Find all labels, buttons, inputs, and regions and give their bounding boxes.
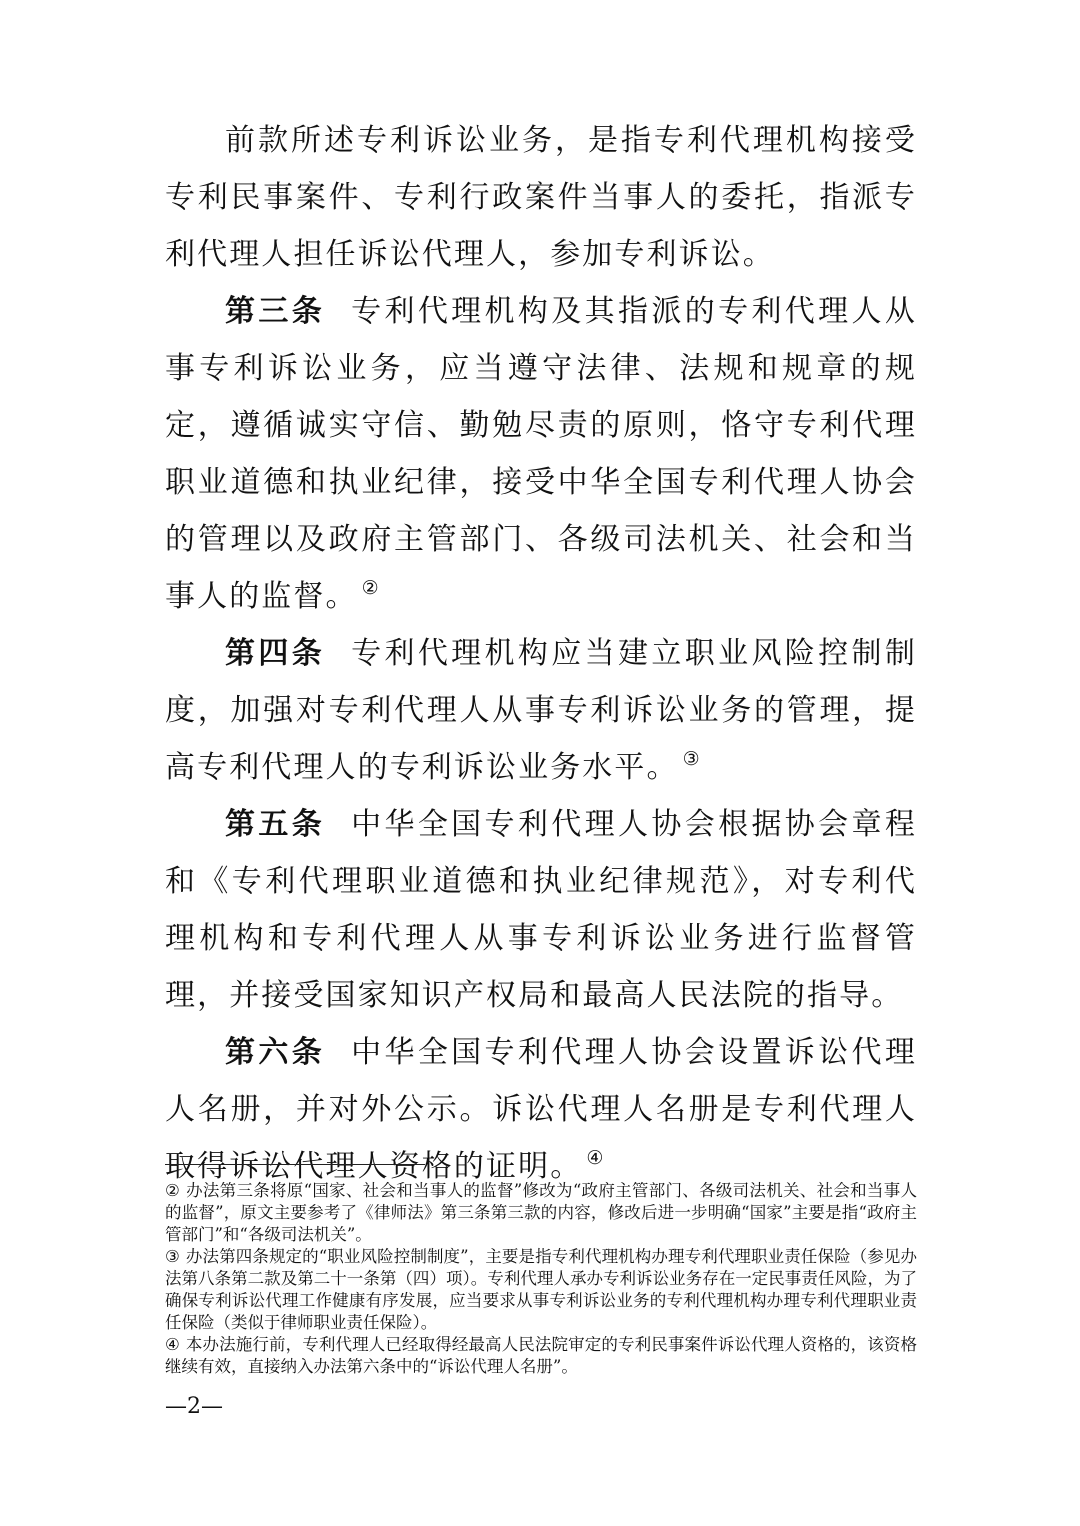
footnote-4 (165, 1334, 917, 1378)
footnote-text: 办法第四条规定的“职业风险控制制度”，主要是指专利代理机构办理专利代理职业责任保险（参见办法第八条第二款及第二十一条第（四）项）。专利代理人承办专利诉讼业务存在一定民事责任风险，为了确保专利诉讼代理工作健康有序发展，应当要求从事专利诉讼业务的专利代理机构办理专利代理职业责任保险（类似于律师职业责任保险）。 (165, 1247, 917, 1332)
footnote-3 (165, 1246, 917, 1334)
article-4 (165, 625, 917, 796)
footnote-reference[interactable]: ③ (682, 748, 702, 770)
article-text: 专利代理机构及其指派的专利代理人从事专利诉讼业务，应当遵守法律、法规和规章的规定，遵循诚实守信、勤勉尽责的原则，恪守专利代理职业道德和执业纪律，接受中华全国专利代理人协会的管理以及政府主管部门、各级司法机关、社会和当事人的监督。 (165, 294, 917, 614)
article-number: 第六条 (225, 1035, 326, 1070)
footnote-mark: ② (165, 1181, 181, 1200)
page-number: —2— (165, 1394, 223, 1419)
body-text (165, 112, 917, 1195)
footnote-divider (165, 1164, 425, 1165)
article-6 (165, 1024, 917, 1195)
article-number: 第三条 (225, 294, 326, 329)
paragraph-continuation (165, 112, 917, 283)
footnote-mark: ③ (165, 1247, 180, 1266)
footnote-text: 本办法施行前，专利代理人已经取得经最高人民法院审定的专利民事案件诉讼代理人资格的，该资格继续有效，直接纳入办法第六条中的“诉讼代理人名册”。 (165, 1335, 918, 1376)
article-5 (165, 796, 917, 1024)
article-text: 专利代理机构应当建立职业风险控制制度，加强对专利代理人从事专利诉讼业务的管理，提高专利代理人的专利诉讼业务水平。 (165, 636, 917, 785)
article-number: 第五条 (225, 807, 326, 842)
article-number: 第四条 (225, 636, 326, 671)
paragraph-text: 前款所述专利诉讼业务，是指专利代理机构接受专利民事案件、专利行政案件当事人的委托，指派专利代理人担任诉讼代理人，参加专利诉讼。 (165, 123, 917, 272)
article-text: 中华全国专利代理人协会根据协会章程和《专利代理职业道德和执业纪律规范》，对专利代理机构和专利代理人从事专利诉讼业务进行监督管理，并接受国家知识产权局和最高人民法院的指导。 (165, 807, 917, 1013)
footnote-2 (165, 1180, 917, 1246)
footnote-reference[interactable]: ② (361, 577, 381, 599)
article-text: 中华全国专利代理人协会设置诉讼代理人名册，并对外公示。诉讼代理人名册是专利代理人取得诉讼代理人资格的证明。 (165, 1035, 917, 1184)
article-3 (165, 283, 917, 625)
footnote-text: 办法第三条将原“国家、社会和当事人的监督”修改为“政府主管部门、各级司法机关、社会和当事人的监督”，原文主要参考了《律师法》第三条第三款的内容，修改后进一步明确“国家”主要是指“政府主管部门”和“各级司法机关”。 (165, 1181, 918, 1244)
footnotes (165, 1180, 917, 1378)
footnote-reference[interactable]: ④ (586, 1147, 606, 1169)
footnote-mark: ④ (165, 1335, 180, 1354)
